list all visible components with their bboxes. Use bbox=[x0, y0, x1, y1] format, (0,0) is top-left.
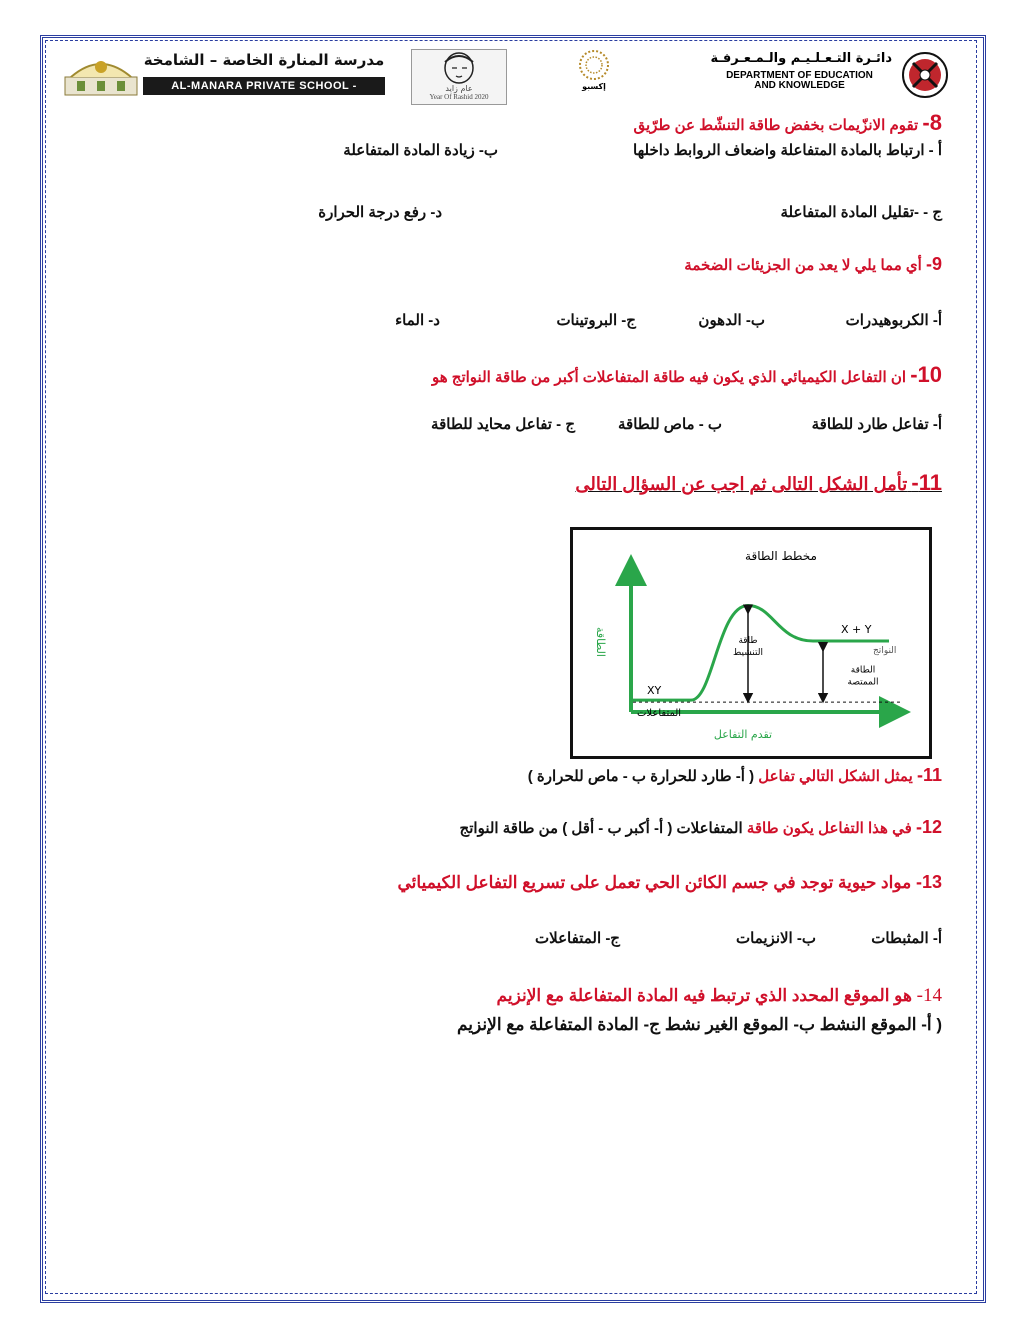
q10-option-c: ج - تفاعل محايد للطاقة bbox=[431, 416, 575, 433]
school-logo bbox=[63, 47, 139, 99]
question-12-number: 12- bbox=[915, 817, 942, 837]
q13-option-c: ج- المتفاعلات bbox=[535, 930, 620, 947]
department-arabic: دائـرة التـعـلـيـم والـمـعـرفـة bbox=[710, 51, 892, 66]
reactant-label: XY bbox=[647, 684, 662, 698]
expo-logo bbox=[560, 49, 628, 95]
department-english-line2: AND KNOWLEDGE bbox=[754, 80, 845, 91]
product-caption: النواتج bbox=[873, 646, 897, 656]
q8-option-a: أ - ارتباط بالمادة المتفاعلة واضعاف الروابط داخلها bbox=[633, 142, 942, 159]
question-11-number: 11- bbox=[916, 765, 942, 785]
q9-option-b: ب- الدهون bbox=[698, 312, 765, 329]
q9-option-c: ج- البروتينات bbox=[556, 312, 636, 329]
school-name-english: AL-MANARA PRIVATE SCHOOL - SHAMKHA bbox=[143, 77, 385, 95]
q10-option-a: أ- تفاعل طارد للطاقة bbox=[811, 416, 942, 433]
reactant-caption: المتفاعلات bbox=[637, 708, 682, 720]
q13-option-a: أ- المثبطات bbox=[871, 930, 942, 947]
q8-option-c: ج - -تقليل المادة المتفاعلة bbox=[780, 204, 942, 221]
energy-diagram bbox=[570, 527, 932, 759]
x-axis-label: تقدم التفاعل bbox=[713, 728, 773, 741]
question-11-title-number: 11- bbox=[911, 470, 942, 495]
question-12-text: المتفاعلات ( أ- أكبر ب - أقل ) من طاقة النواتج bbox=[459, 820, 743, 837]
question-14-number: 14- bbox=[916, 985, 942, 1006]
question-8 bbox=[634, 110, 943, 136]
y-axis-label: الطاقة bbox=[594, 627, 607, 657]
portrait-year: 2020 bbox=[474, 93, 489, 101]
question-14-text: هو الموقع المحدد الذي ترتبط فيه المادة المتفاعلة مع الإنزيم bbox=[496, 986, 912, 1005]
question-9-text: أي مما يلي لا يعد من الجزيئات الضخمة bbox=[684, 257, 922, 274]
absorbed-label-2: الممتصة bbox=[847, 677, 879, 688]
question-8-text: تقوم الانزّيمات بخفض طاقة التنشّط عن طرّيق bbox=[633, 117, 919, 134]
question-13-number: 13- bbox=[915, 872, 942, 892]
portrait-sketch-icon bbox=[412, 50, 506, 84]
activation-label-2: التنشيط bbox=[733, 647, 763, 658]
question-11-options: ( أ- طارد للحرارة ب - ماص للحرارة ) bbox=[527, 768, 755, 785]
portrait-caption-arabic: عام زايد bbox=[445, 84, 473, 93]
department-english-line1: DEPARTMENT OF EDUCATION bbox=[726, 70, 873, 81]
absorbed-label-1: الطاقة bbox=[850, 665, 876, 676]
question-11-title bbox=[575, 470, 942, 496]
chart-title: مخطط الطاقة bbox=[745, 549, 817, 563]
q10-option-b: ب - ماص للطاقة bbox=[618, 416, 722, 433]
question-10 bbox=[432, 362, 942, 388]
energy-diagram-svg bbox=[573, 530, 929, 756]
expo-label: إكسبو bbox=[582, 82, 606, 91]
q13-option-b: ب- الانزيمات bbox=[736, 930, 816, 947]
q14-options: ( أ- الموقع النشط ب- الموقع الغير نشط ج- المادة المتفاعلة مع الإنزيم bbox=[456, 1015, 942, 1034]
question-12 bbox=[460, 817, 942, 838]
product-label: X + Y bbox=[841, 623, 872, 636]
expo-emblem-icon bbox=[560, 49, 628, 81]
portrait-caption-en-text: Year Of Rashid bbox=[429, 93, 473, 101]
question-13 bbox=[397, 872, 942, 893]
question-11 bbox=[528, 765, 942, 786]
question-8-number: 8- bbox=[922, 110, 942, 135]
question-11-title-text: تأمل الشكل التالى ثم اجب عن السؤال التالى bbox=[575, 474, 908, 494]
activation-label-1: طاقة bbox=[738, 635, 758, 646]
department-english bbox=[707, 71, 892, 91]
q8-option-d: د- رفع درجة الحرارة bbox=[318, 204, 442, 221]
question-12-text-red: في هذا التفاعل يكون طاقة bbox=[746, 820, 912, 837]
header bbox=[55, 45, 965, 110]
question-14 bbox=[497, 985, 942, 1007]
question-13-text: مواد حيوية توجد في جسم الكائن الحي تعمل على تسريع التفاعل الكيميائي bbox=[397, 873, 912, 892]
portrait-caption-english bbox=[412, 93, 506, 101]
q8-option-b: ب- زيادة المادة المتفاعلة bbox=[343, 142, 498, 159]
q9-option-a: أ- الكربوهيدرات bbox=[845, 312, 942, 329]
school-name-arabic: مدرسة المنارة الخاصة – الشامخة bbox=[143, 51, 385, 69]
question-10-text: ان التفاعل الكيميائي الذي يكون فيه طاقة المتفاعلات أكبر من طاقة النواتج هو bbox=[431, 369, 907, 386]
question-9-number: 9- bbox=[925, 254, 942, 274]
q9-option-d: د- الماء bbox=[395, 312, 440, 329]
question-10-number: 10- bbox=[910, 362, 942, 387]
question-11-text: يمثل الشكل التالي تفاعل bbox=[758, 768, 913, 785]
question-9 bbox=[684, 254, 942, 275]
abu-dhabi-emblem-icon bbox=[897, 49, 953, 101]
year-of-zayed-portrait bbox=[411, 49, 507, 105]
